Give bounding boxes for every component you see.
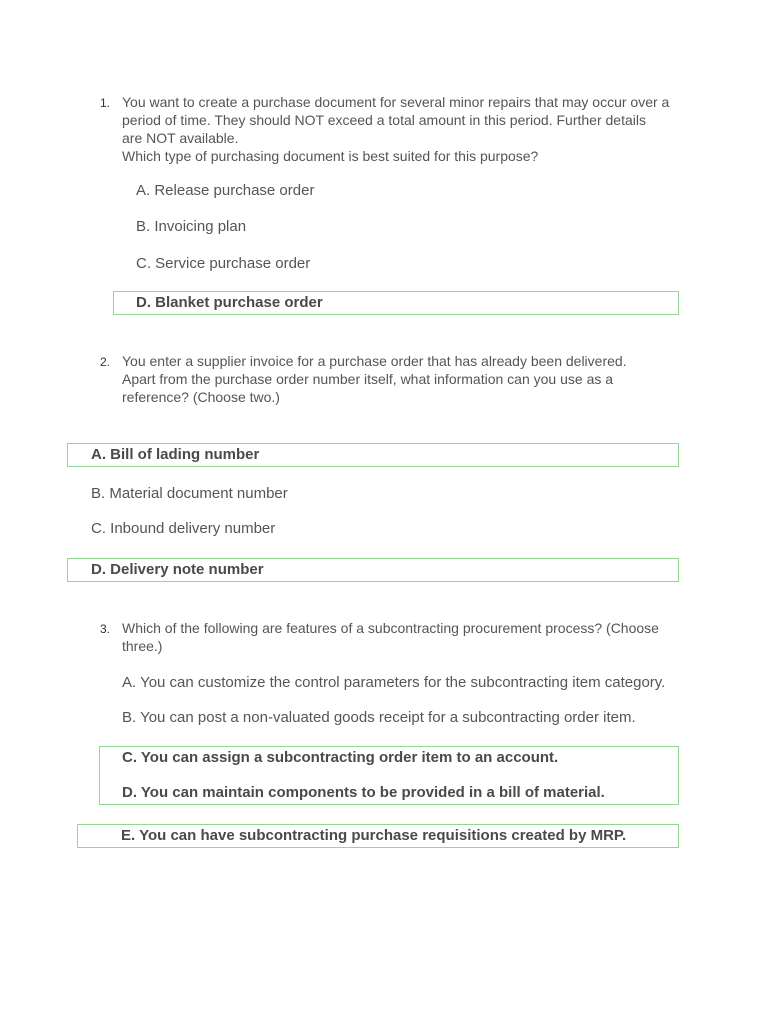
question-number: 2.: [100, 355, 111, 369]
option-c: C. Service purchase order: [136, 255, 311, 272]
question-number: 1.: [100, 96, 111, 110]
option-a: A. Release purchase order: [136, 182, 315, 199]
question-text: [122, 352, 682, 406]
option-b: B. Material document number: [91, 485, 288, 502]
question-line: Which of the following are features of a subcontracting procurement process? (Choose three.): [122, 620, 659, 654]
question-line: Apart from the purchase order number itself, what information can you use as a reference? (Choose two.): [122, 371, 614, 405]
question-text: [122, 93, 670, 165]
question-number: 3.: [100, 622, 111, 636]
option-a: A. Bill of lading number: [91, 446, 260, 463]
question-line: You want to create a purchase document for several minor repairs that may occur over a period of time. They should NOT exceed a total amount in this period. Further details are NOT available.: [122, 94, 670, 146]
question-line: Which type of purchasing document is best suited for this purpose?: [122, 148, 539, 164]
option-c: C. Inbound delivery number: [91, 520, 276, 537]
option-e: E. You can have subcontracting purchase requisitions created by MRP.: [121, 827, 627, 844]
question-line: You enter a supplier invoice for a purchase order that has already been delivered.: [122, 353, 627, 369]
option-c: C. You can assign a subcontracting order item to an account.: [122, 749, 559, 766]
option-a: A. You can customize the control parameters for the subcontracting item category.: [122, 674, 666, 691]
option-d: D. Delivery note number: [91, 561, 264, 578]
option-b: B. You can post a non-valuated goods receipt for a subcontracting order item.: [122, 709, 636, 726]
option-b: B. Invoicing plan: [136, 218, 247, 235]
question-text: [122, 619, 670, 655]
option-d: D. Blanket purchase order: [136, 294, 323, 311]
option-d: D. You can maintain components to be provided in a bill of material.: [122, 784, 605, 801]
